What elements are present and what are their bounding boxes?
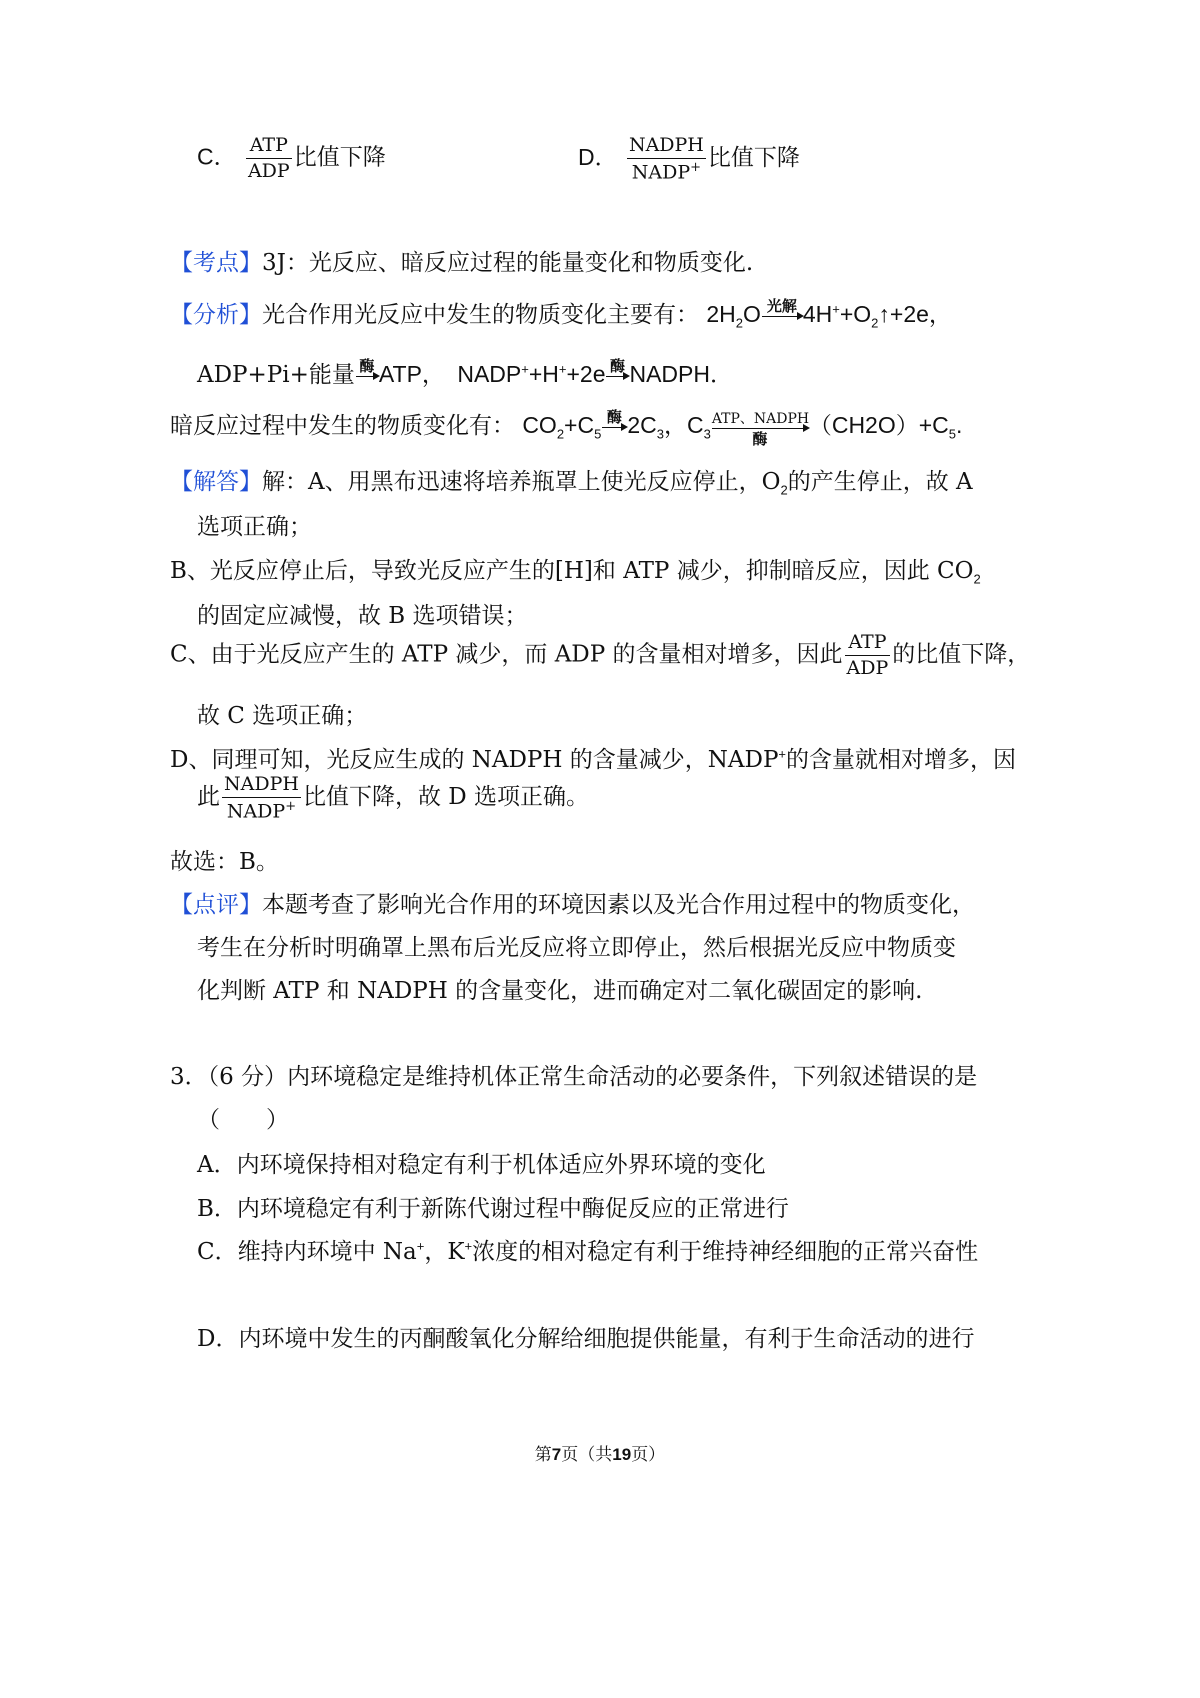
reaction-arrow: 酶: [606, 359, 628, 377]
jieda-line-a2: 选项正确；: [197, 514, 312, 540]
kaodian-line: [170, 244, 753, 277]
equation-atp-synthesis: ADP+Pi+能量 酶 ATP，: [197, 357, 445, 388]
jieda-line-b1: B、光反应停止后，导致光反应产生的[H]和 ATP 减少，抑制暗反应，因此 $CO_2$: [170, 558, 981, 587]
question3-option-d: D．内环境中发生的丙酮酸氧化分解给细胞提供能量，有利于生命活动的进行: [197, 1326, 975, 1352]
reaction-arrow: 光解: [762, 299, 802, 317]
atp-adp-fraction: [246, 135, 292, 182]
dark-reaction-text: 暗反应过程中发生的物质变化有：: [170, 413, 515, 439]
question3-option-c: C．维持内环境中 Na+，K+浓度的相对稳定有利于维持神经细胞的正常兴奋性: [197, 1238, 979, 1265]
option-d-label: D．: [578, 144, 618, 171]
kaodian-tag: 【考点】: [170, 250, 262, 276]
jieda-line-b2: 的固定应减慢，故 B 选项错误；: [197, 603, 528, 629]
fraction-denominator: ADP: [247, 159, 290, 182]
equation-nadph-synthesis: NADP++H++2e 酶 NADPH．: [457, 357, 733, 387]
option-d-text: 比值下降: [707, 145, 800, 172]
total-pages: 19: [612, 1445, 632, 1464]
option-c-label: C．: [197, 143, 237, 170]
jieda-line-d1: D、同理可知，光反应生成的 NADPH 的含量减少，NADP+的含量就相对增多，因: [170, 746, 1017, 773]
nadph-nadp-fraction: $\frac{\text{NADPH}}{NADP^+}$: [224, 773, 299, 823]
dianping-line2: 考生在分析时明确罩上黑布后光反应将立即停止，然后根据光反应中物质变: [197, 935, 956, 961]
fenxi-line1: [170, 296, 952, 331]
question3-stem-line2: （ ）: [197, 1107, 289, 1133]
question3-stem-line1: 3．（6 分）内环境稳定是维持机体正常生命活动的必要条件，下列叙述错误的是: [170, 1064, 978, 1090]
question3-option-b: B．内环境稳定有利于新陈代谢过程中酶促反应的正常进行: [197, 1196, 789, 1222]
jieda-line-c2: 故 C 选项正确；: [197, 703, 368, 729]
nadph-nadp-fraction: [627, 135, 706, 183]
page-number: 7: [551, 1445, 562, 1464]
reaction-arrow-c3-reduction: ATP、NADPH 酶: [711, 410, 810, 448]
fenxi-tag: 【分析】: [170, 302, 262, 328]
fraction-numerator: ATP: [246, 135, 292, 159]
jieda-line-d2: 此 $\frac{\text{NADPH}}{NADP^+}$ 比值下降，故 D 选项正确。: [197, 773, 589, 823]
fraction-denominator: NADP+: [631, 159, 702, 184]
kaodian-text: 3J：光反应、暗反应过程的能量变化和物质变化.: [262, 250, 754, 276]
equation-c3-product: $(CH2O)+C_5$.: [808, 412, 963, 442]
reaction-arrow: 酶: [356, 359, 378, 377]
option-c-top: [197, 135, 386, 182]
reaction-arrow: 酶: [602, 410, 626, 428]
page-footer: 第7页（共19页）: [534, 1445, 666, 1465]
equation-water-photolysis: $2H_2O$ 光解 $4H^++O_2↑+2e$，: [706, 297, 952, 331]
jieda-tag: 【解答】: [170, 469, 262, 495]
equation-co2-fixation: $CO_2+C_5$ 酶 $2C_3$，$C_3$: [522, 408, 711, 442]
question3-option-a: A．内环境保持相对稳定有利于机体适应外界环境的变化: [197, 1152, 766, 1178]
dianping-tag: 【点评】: [170, 892, 262, 918]
option-d-top: [578, 135, 800, 183]
jieda-line-a1: 【解答】解：A、用黑布迅速将培养瓶罩上使光反应停止，$O_2$的产生停止，故 A: [170, 469, 973, 498]
fenxi-text: 光合作用光反应中发生的物质变化主要有：: [262, 302, 699, 328]
dianping-line3: 化判断 ATP 和 NADPH 的含量变化，进而确定对二氧化碳固定的影响.: [197, 978, 923, 1004]
jieda-line-c1: C、由于光反应产生的 ATP 减少，而 ADP 的含量相对增多，因此 $\frac{\text{ATP}}{\text{ADP}}$ 的比值下降，: [170, 631, 1031, 679]
atp-adp-fraction: $\frac{\text{ATP}}{\text{ADP}}$: [846, 631, 889, 679]
fraction-numerator: NADPH: [627, 135, 706, 159]
fenxi-line2: [197, 356, 733, 389]
dianping-line1: 【点评】本题考查了影响光合作用的环境因素以及光合作用过程中的物质变化，: [170, 892, 975, 918]
fenxi-line3: [170, 407, 963, 448]
answer-line: 故选：B。: [170, 849, 279, 875]
option-c-text: 比值下降: [293, 144, 386, 171]
